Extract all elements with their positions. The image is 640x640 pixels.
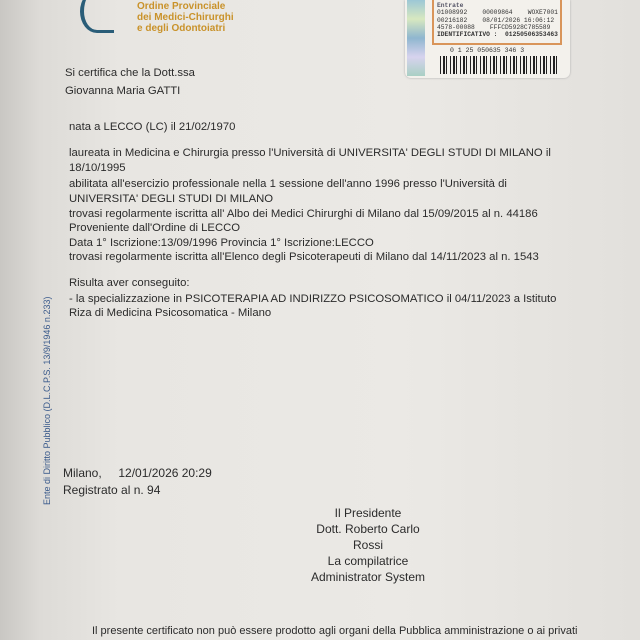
stamp-line: IDENTIFICATIVO : 01250506353463 xyxy=(437,31,558,39)
org-line: dei Medici-Chirurghi xyxy=(137,12,234,23)
registration-number: Registrato al n. 94 xyxy=(63,483,161,497)
stamp-line: 00216182 08/01/2026 16:06:12 xyxy=(437,16,555,24)
body-line: Proveniente dall'Ordine di LECCO xyxy=(69,222,241,234)
compiler-title: La compilatrice xyxy=(327,554,409,568)
body-line: trovasi regolarmente iscritta all'Elenco degli Psicoterapeuti di Milano dal 14/11/2023 al n. 1543 xyxy=(69,251,539,263)
body-line: 18/10/1995 xyxy=(69,162,126,174)
stamp-line: 01008992 00009864 WOXE7001 xyxy=(437,9,558,17)
barcode-number: 0 1 25 050635 346 3 xyxy=(450,47,525,54)
body-line: UNIVERSITA' DEGLI STUDI DI MILANO xyxy=(69,193,274,205)
compiler-name: Administrator System xyxy=(310,570,426,584)
footer-note: Il presente certificato non può essere prodotto agli organi della Pubblica amministrazione o ai privati xyxy=(92,625,578,637)
birth-info: nata a LECCO (LC) il 21/02/1970 xyxy=(69,121,236,133)
stamp-brand: Entrate xyxy=(437,2,464,9)
body-line: Data 1° Iscrizione:13/09/1996 Provincia 1° Iscrizione:LECCO xyxy=(69,237,374,249)
org-name xyxy=(137,1,234,34)
result-line: Riza di Medicina Psicosomatica - Milano xyxy=(69,307,272,319)
hologram-strip xyxy=(407,0,425,76)
stamp-line: 4578-00088 FFFCD5928C785589 xyxy=(437,23,551,31)
result-heading: Risulta aver conseguito: xyxy=(69,277,190,289)
barcode xyxy=(440,56,560,74)
order-logo xyxy=(80,0,114,33)
signature-name: Dott. Roberto Carlo Rossi xyxy=(316,522,420,552)
body-line: abilitata all'esercizio professionale nella 1 sessione dell'anno 1996 presso l'Università di xyxy=(69,178,507,190)
body-line: trovasi regolarmente iscritta all' Albo dei Medici Chirurghi di Milano dal 15/09/2015 al n. 44186 xyxy=(69,208,538,220)
signature-block xyxy=(300,505,436,585)
org-line: e degli Odontoiatri xyxy=(137,23,226,34)
result-line: - la specializzazione in PSICOTERAPIA AD INDIRIZZO PSICOSOMATICO il 04/11/2023 a Istituto xyxy=(69,293,557,305)
place-date: Milano, 12/01/2026 20:29 xyxy=(63,466,212,480)
stamp-info xyxy=(432,0,562,45)
signature-title: Il Presidente xyxy=(334,506,402,520)
side-legal-text: Ente di Diritto Pubblico (D.L.C.P.S. 13/9/1946 n.233) xyxy=(42,296,52,505)
body-line: laureata in Medicina e Chirurgia presso l'Università di UNIVERSITA' DEGLI STUDI DI MILANO il xyxy=(69,147,551,159)
org-line: Ordine Provinciale xyxy=(137,1,226,12)
intro: Si certifica che la Dott.ssa xyxy=(65,67,195,79)
person-name: Giovanna Maria GATTI xyxy=(65,85,181,97)
